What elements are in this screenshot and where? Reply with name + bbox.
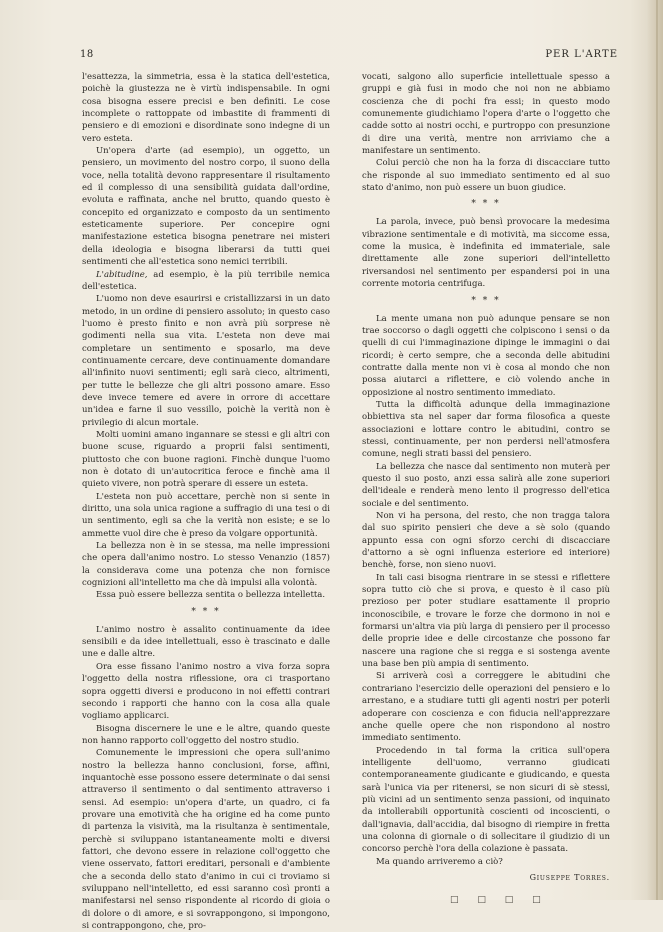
- end-ornaments: □ □ □ □: [450, 895, 549, 906]
- italic-term: L'abitudine,: [96, 269, 148, 280]
- author-signature: Giuseppe Torres.: [529, 872, 610, 882]
- paragraph: [82, 269, 330, 294]
- paragraph: L'uomo non deve esaurirsi e cristallizzarsi in un dato metodo, in un ordine di pensiero assoluto; in questo caso l'uomo è presto finito e non avrà più sorprese nè godimenti nella sua vita. L'esteta non deve mai completare un sentimento e sposarlo, ma deve continuamente cercare, deve continuamente domandare all'infinito nuovi sentimenti; egli sarà cieco, altrimenti, per tutte le bellezze che gli altri possono amare. Esso deve invece temere ed avere in orrore di accettare un'idea e farne il suo vessillo, poichè la verità non è privilegio di alcun mortale.: [82, 294, 330, 428]
- paragraph: Comunemente le impressioni che opera sull'animo nostro la bellezza hanno conclusioni, forse, affini, inquantochè esse possono essere determinate o dai sensi attraverso il sentimento o dal sentimento attraverso i sensi. Ad esempio: un'opera d'arte, un quadro, ci fa provare una emotività che ha origine ed ha come punto di partenza la visività, ma la risultanza è sentimentale, perchè si sviluppano istantaneamente molti e diversi fattori, che devono essere in relazione coll'oggetto che viene osservato, fattori ereditari, personali e d'ambiente che a seconda dello stato d'animo in cui ci troviamo si sviluppano nell'intelletto, ed essi saranno così pronti a manifestarsi nel senso rispondente al ricordo di gioia o di dolore o di amore, e si sovrappongono, si impongono, si contrappongono, che, pro-: [82, 748, 330, 932]
- section-separator: * * *: [471, 199, 501, 210]
- paragraph: Ora esse fissano l'animo nostro a viva forza sopra l'oggetto della nostra riflessione, ora ci trasportano sopra oggetti diversi e producono in noi effetti contrari secondo i rapporti che hanno con la cosa alla quale vogliamo applicarci.: [82, 661, 330, 722]
- paragraph: La parola, invece, può bensì provocare la medesima vibrazione sentimentale e di motività, ma siccome essa, come la musica, è indefinita ed immateriale, sale direttamente alle zone superiori dell'intelletto riversandosi nel sentimento per espandersi poi in una corrente motoria centrifuga.: [362, 217, 610, 290]
- paragraph: l'esattezza, la simmetria, essa è la statica dell'estetica, poichè la giustezza ne è virtù indispensabile. In ogni cosa bisogna essere precisi e ben definiti. Le cose incomplete o rattoppate od imbastite di frammenti di pensiero e di emozioni e disordinate sono indegne di un vero esteta.: [82, 72, 330, 144]
- paragraph: La bellezza non è in se stessa, ma nelle impressioni che opera dall'animo nostro. Lo stesso Venanzio (1857) la considerava come una potenza che non fornisce cognizioni all'intelletto ma che dà impulsi alla volontà.: [82, 541, 330, 589]
- paragraph: Bisogna discernere le une e le altre, quando queste non hanno rapporto coll'oggetto del nostro studio.: [82, 723, 330, 746]
- paragraph: Molti uomini amano ingannare se stessi e gli altri con buone scuse, riguardo a proprii falsi sentimenti, piuttosto che con buone ragioni. Finchè dunque l'uomo non è dotato di un'autocritica feroce e finchè ama il quieto vivere, non potrà sperare di essere un esteta.: [82, 429, 330, 490]
- page-edge: [647, 0, 663, 900]
- section-separator: * * *: [471, 295, 501, 306]
- paragraph: Ma quando arriveremo a ciò?: [376, 856, 503, 867]
- paragraph: L'esteta non può accettare, perchè non si sente in diritto, una sola unica ragione a suffragio di una tesi o di un sentimento, egli sa che la verità non esiste; e se lo ammette vuol dire che è preso da volgare opportunità.: [82, 491, 330, 539]
- left-column: [82, 71, 330, 932]
- paragraph: Procedendo in tal forma la critica sull'opera intelligente dell'uomo, verranno giudicati contemporaneamente giudicante e giudicando, e questa sarà l'unica via per ritenersi, se non sicuri di sè stessi, più vicini ad un sentimento senza passioni, od inquinato da intollerabili opportunità coscienti od incoscienti, o dall'ignavia, dall'accidia, dal bisogno di riempire in fretta una colonna di giornale o di sollecitare il giudizio di un concorso perchè l'ora della colazione è passata.: [362, 745, 610, 855]
- paragraph: La bellezza che nasce dal sentimento non muterà per questo il suo posto, anzi essa salirà alle zone superiori dell'ideale e renderà meno lento il progresso dell'etica sociale e del sentimento.: [362, 461, 610, 509]
- paragraph: Tutta la difficoltà adunque della immaginazione obbiettiva sta nel saper dar forma filosofica a queste associazioni e lottare contro le abitudini, contro se stessi, continuamente, per non perdersi nell'atmosfera comune, negli strati bassi del pensiero.: [362, 399, 610, 460]
- paragraph: Non vi ha persona, del resto, che non tragga talora dal suo spirito pensieri che deve a sè solo (quando appunto essa con ogni sforzo cerchi di discacciare d'attorno a sè ogni influenza esteriore ed interiore) benchè, forse, non sieno nuovi.: [362, 511, 610, 571]
- paragraph: La mente umana non può adunque pensare se non trae soccorso o dagli oggetti che colpiscono i sensi o da quelli di cui l'immaginazione dipinge le immagini o dai ricordi; è certo sempre, che a seconda delle abitudini contratte dalla mente non vi è cosa al mondo che non possa aiutarci a riflettere, e ciò volendo anche in opposizione al nostro sentimento immediato.: [362, 313, 610, 398]
- paragraph: vocati, salgono allo superficie intellettuale spesso a gruppi e già fusi in modo che noi non ne abbiamo coscienza che di pochi fra essi; in questo modo comunemente giudichiamo l'opera d'arte o l'oggetto che cadde sotto ai nostri occhi, e purtroppo con presunzione di dire una verità, mentre non arriviamo che a manifestare un sentimento.: [362, 72, 610, 157]
- paragraph: Un'opera d'arte (ad esempio), un oggetto, un pensiero, un movimento del nostro corpo, il suono della voce, nella totalità devono rappresentare il risultamento ed il complesso di una sensibilità guidata dall'ordine, evoluta e raffinata, anche nel brutto, quando questo è concepito ed organizzato e composto da un sentimento esteticamente superiore. Per concepire ogni manifestazione estetica bisogna penetrare nei misteri della ideologia e bisogna liberarsi da tutti quei sentimenti che all'estetica sono nemici terribili.: [82, 146, 330, 268]
- right-column: [362, 71, 610, 907]
- section-separator: * * *: [191, 606, 221, 617]
- paragraph: Si arriverà così a correggere le abitudini che contrariano l'esercizio delle operazioni del pensiero e lo arrestano, e a studiare tutti gli agenti nostri per poterli adoperare con coscienza e con fiducia nell'apprezzare anche quelle opere che non rispondono al nostro immediato sentimento.: [362, 671, 610, 744]
- paragraph: Colui perciò che non ha la forza di discacciare tutto che risponde al suo immediato sentimento ed al suo stato d'animo, non può essere un buon giudice.: [362, 158, 610, 194]
- paragraph: In tali casi bisogna rientrare in se stessi e riflettere sopra tutto ciò che si prova, e questo è il caso più prezioso per poter studiare esattamente il proprio inconoscibile, e trovare le forze che dormono in noi e formarsi un'altra via più larga di pensiero per il processo delle proprie idee e delle circostanze che possono far nascere una ragione che si regga e si sostenga avente una base ben più ampia di sentimento.: [362, 572, 610, 670]
- paragraph: L'animo nostro è assalito continuamente da idee sensibili e da idee intellettuali, esso è trascinato e dalle une e dalle altre.: [82, 624, 330, 660]
- paragraph: Essa può essere bellezza sentita o bellezza intelletta.: [96, 590, 326, 601]
- paragraph-text: ad esempio, è la più terribile nemica dell'estetica.: [82, 269, 330, 292]
- page-number: 18: [80, 49, 94, 60]
- running-head: PER L'ARTE: [545, 49, 618, 60]
